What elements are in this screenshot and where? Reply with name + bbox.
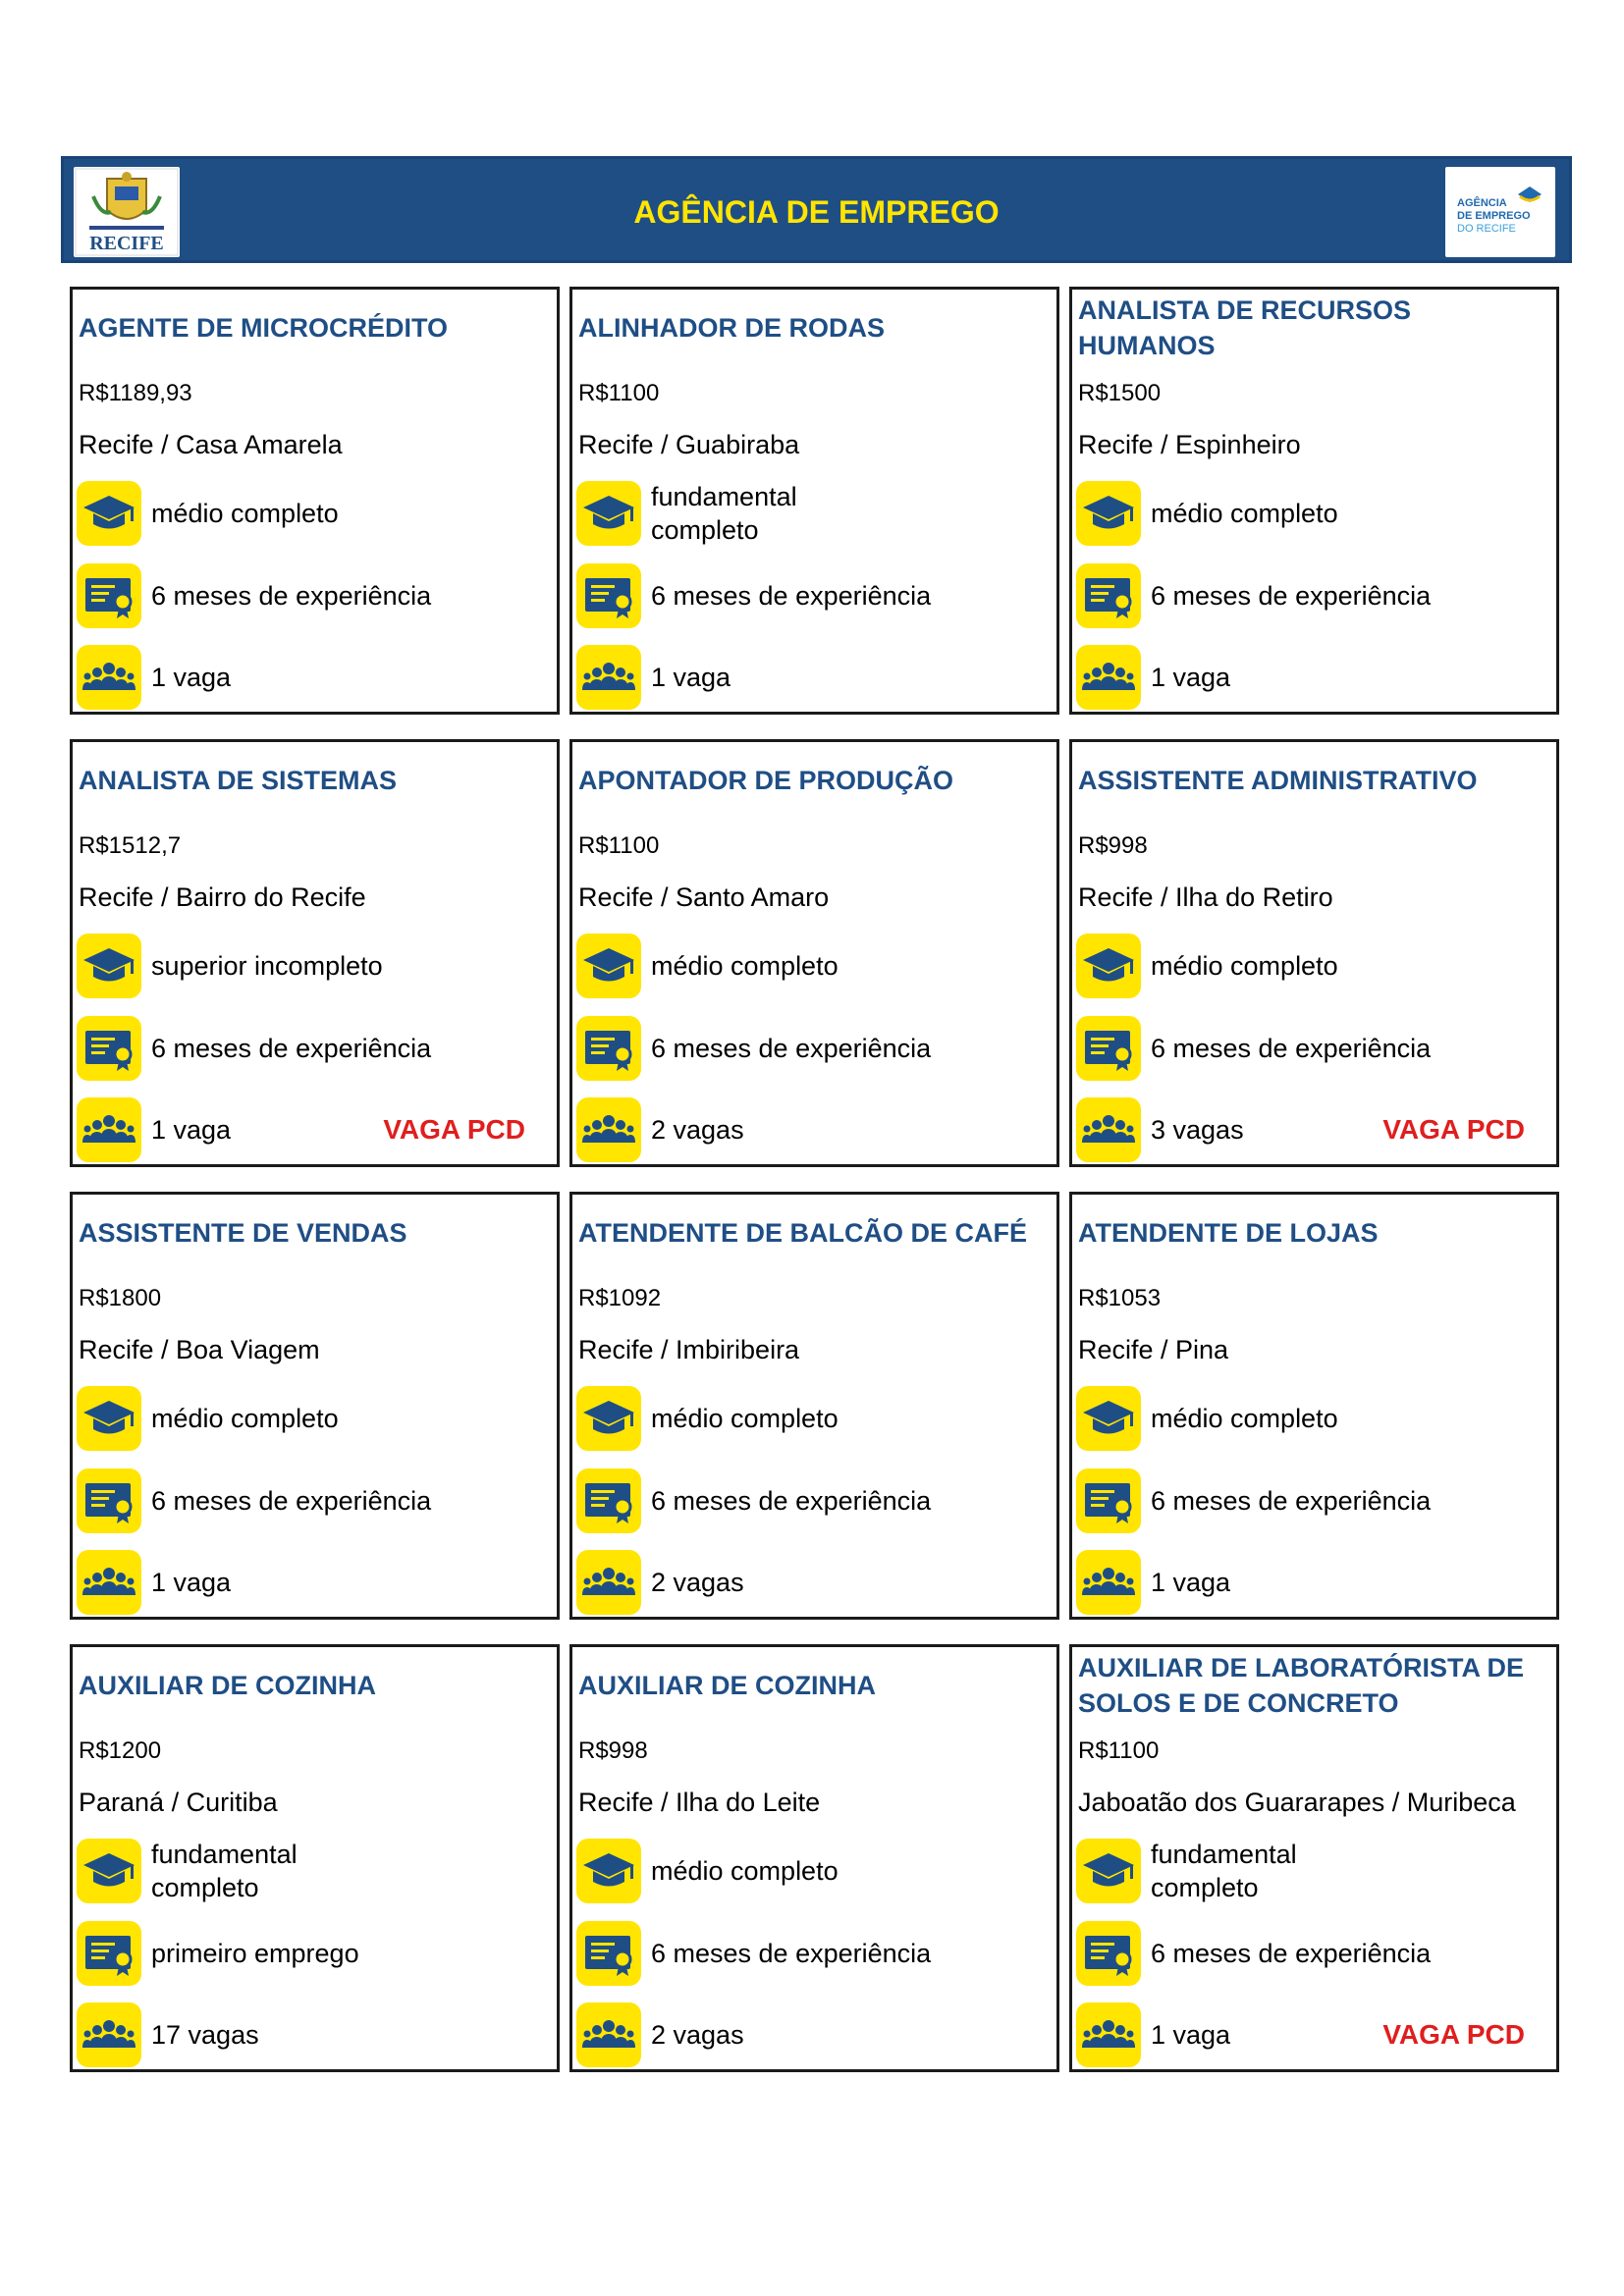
education-row [1076, 934, 1548, 998]
people-group-icon [576, 645, 641, 710]
job-location: Recife / Imbiribeira [578, 1335, 800, 1364]
certificate-icon [576, 563, 641, 628]
job-salary: R$998 [1078, 832, 1148, 859]
job-title: AUXILIAR DE COZINHA [79, 1671, 376, 1700]
job-salary: R$998 [578, 1737, 648, 1764]
education-text: médio completo [651, 951, 839, 981]
certificate-icon [1076, 563, 1141, 628]
education-text: médio completo [151, 1404, 339, 1433]
people-group-icon [1076, 2002, 1141, 2067]
graduation-cap-icon [1076, 481, 1141, 546]
certificate-icon [1076, 1921, 1141, 1986]
experience-text: 6 meses de experiência [151, 1034, 432, 1063]
certificate-icon [576, 1016, 641, 1081]
vacancies-row [1076, 2002, 1548, 2067]
experience-row [77, 1921, 549, 1986]
experience-text: primeiro emprego [151, 1939, 359, 1968]
education-row [1076, 481, 1548, 546]
job-salary: R$1100 [578, 832, 660, 859]
certificate-icon [77, 1468, 141, 1533]
graduation-cap-icon [77, 1386, 141, 1451]
people-group-icon [576, 2002, 641, 2067]
graduation-cap-icon [77, 934, 141, 998]
svg-text:DO RECIFE: DO RECIFE [1457, 223, 1516, 235]
education-row [1076, 1839, 1548, 1903]
svg-text:RECIFE: RECIFE [89, 233, 164, 254]
job-title: ATENDENTE DE BALCÃO DE CAFÉ [578, 1218, 1028, 1248]
job-location: Recife / Pina [1078, 1335, 1229, 1364]
education-text: superior incompleto [151, 951, 383, 981]
education-row [1076, 1386, 1548, 1451]
job-title: ALINHADOR DE RODAS [578, 313, 886, 343]
job-location: Recife / Bairro do Recife [79, 882, 366, 912]
pcd-badge: VAGA PCD [1382, 1114, 1525, 1145]
education-row [77, 481, 549, 546]
svg-text:DE EMPREGO: DE EMPREGO [1457, 210, 1531, 222]
experience-row [1076, 1921, 1548, 1986]
job-location: Recife / Ilha do Retiro [1078, 882, 1333, 912]
vacancies-row [1076, 645, 1548, 710]
vacancies-text: 2 vagas [651, 1568, 744, 1597]
graduation-cap-icon [576, 934, 641, 998]
education-row [576, 934, 1049, 998]
header-banner [61, 156, 1572, 263]
vacancies-row [576, 645, 1049, 710]
vacancies-row [576, 1550, 1049, 1615]
vacancies-row [576, 1097, 1049, 1162]
experience-row [576, 1016, 1049, 1081]
experience-row [77, 563, 549, 628]
job-card [1069, 739, 1559, 1167]
education-text: médio completo [1151, 1404, 1338, 1433]
experience-row [576, 563, 1049, 628]
certificate-icon [77, 1016, 141, 1081]
experience-text: 6 meses de experiência [651, 1034, 932, 1063]
experience-text: 6 meses de experiência [651, 581, 932, 611]
people-group-icon [576, 1550, 641, 1615]
vacancies-text: 1 vaga [151, 1115, 232, 1145]
experience-text: 6 meses de experiência [1151, 581, 1432, 611]
education-text: médio completo [151, 499, 339, 528]
vacancies-row [77, 1550, 549, 1615]
experience-row [1076, 1468, 1548, 1533]
graduation-cap-icon [576, 1839, 641, 1903]
job-location: Recife / Ilha do Leite [578, 1788, 821, 1817]
job-location: Paraná / Curitiba [79, 1788, 278, 1817]
job-location: Recife / Boa Viagem [79, 1335, 320, 1364]
job-card [70, 1192, 560, 1620]
job-card [70, 739, 560, 1167]
education-row [77, 934, 549, 998]
vacancies-text: 2 vagas [651, 1115, 744, 1145]
job-title: AGENTE DE MICROCRÉDITO [79, 313, 449, 343]
education-text: fundamental completo [1151, 1840, 1297, 1902]
job-card [569, 1192, 1059, 1620]
people-group-icon [1076, 1550, 1141, 1615]
people-group-icon [77, 2002, 141, 2067]
people-group-icon [77, 645, 141, 710]
vacancies-row [1076, 1097, 1548, 1162]
job-salary: R$1800 [79, 1285, 162, 1311]
experience-row [576, 1921, 1049, 1986]
job-title: ASSISTENTE DE VENDAS [79, 1218, 407, 1248]
education-row [576, 1839, 1049, 1903]
vacancies-text: 3 vagas [1151, 1115, 1244, 1145]
vacancies-row [576, 2002, 1049, 2067]
education-row [576, 1386, 1049, 1451]
job-salary: R$1200 [79, 1737, 162, 1764]
job-salary: R$1053 [1078, 1285, 1162, 1311]
education-text: médio completo [651, 1404, 839, 1433]
pcd-badge: VAGA PCD [1382, 2019, 1525, 2050]
vacancies-text: 1 vaga [1151, 2020, 1231, 2050]
job-title: APONTADOR DE PRODUÇÃO [578, 766, 954, 795]
graduation-cap-icon [77, 481, 141, 546]
graduation-cap-icon [576, 481, 641, 546]
experience-text: 6 meses de experiência [1151, 1939, 1432, 1968]
experience-text: 6 meses de experiência [651, 1939, 932, 1968]
education-row [77, 1839, 549, 1903]
pcd-badge: VAGA PCD [383, 1114, 525, 1145]
job-card [1069, 1644, 1559, 2072]
vacancies-text: 1 vaga [151, 1568, 232, 1597]
experience-row [77, 1468, 549, 1533]
graduation-cap-icon [1076, 934, 1141, 998]
experience-row [77, 1016, 549, 1081]
vacancies-text: 1 vaga [1151, 1568, 1231, 1597]
vacancies-text: 1 vaga [651, 663, 731, 692]
experience-text: 6 meses de experiência [1151, 1486, 1432, 1516]
job-salary: R$1500 [1078, 380, 1162, 406]
job-title: ATENDENTE DE LOJAS [1078, 1218, 1379, 1248]
job-salary: R$1512,7 [79, 832, 182, 859]
job-card [569, 287, 1059, 715]
job-location: Recife / Espinheiro [1078, 430, 1301, 459]
graduation-cap-icon [576, 1386, 641, 1451]
education-text: médio completo [1151, 499, 1338, 528]
job-card [569, 739, 1059, 1167]
job-title: ANALISTA DE RECURSOS HUMANOS [1078, 295, 1412, 360]
job-title: ASSISTENTE ADMINISTRATIVO [1078, 766, 1478, 795]
certificate-icon [576, 1921, 641, 1986]
experience-row [1076, 563, 1548, 628]
job-card [569, 1644, 1059, 2072]
page-title: AGÊNCIA DE EMPREGO [633, 194, 1000, 230]
certificate-icon [1076, 1468, 1141, 1533]
svg-text:AGÊNCIA: AGÊNCIA [1457, 197, 1507, 209]
vacancies-text: 17 vagas [151, 2020, 259, 2050]
people-group-icon [77, 1097, 141, 1162]
job-location: Recife / Santo Amaro [578, 882, 830, 912]
job-title: AUXILIAR DE COZINHA [578, 1671, 876, 1700]
job-location: Recife / Guabiraba [578, 430, 800, 459]
people-group-icon [1076, 645, 1141, 710]
experience-text: 6 meses de experiência [151, 581, 432, 611]
job-salary: R$1092 [578, 1285, 662, 1311]
education-text: médio completo [651, 1856, 839, 1886]
vacancies-text: 1 vaga [151, 663, 232, 692]
job-location: Jaboatão dos Guararapes / Muribeca [1078, 1788, 1516, 1817]
job-salary: R$1100 [1078, 1737, 1160, 1764]
graduation-cap-icon [77, 1839, 141, 1903]
job-salary: R$1189,93 [79, 380, 192, 406]
graduation-cap-icon [1076, 1839, 1141, 1903]
people-group-icon [77, 1550, 141, 1615]
experience-text: 6 meses de experiência [151, 1486, 432, 1516]
agencia-emprego-logo [1445, 167, 1555, 257]
certificate-icon [77, 1921, 141, 1986]
people-group-icon [1076, 1097, 1141, 1162]
certificate-icon [1076, 1016, 1141, 1081]
education-row [77, 1386, 549, 1451]
education-text: fundamental completo [151, 1840, 298, 1902]
experience-row [1076, 1016, 1548, 1081]
job-card [70, 287, 560, 715]
certificate-icon [77, 563, 141, 628]
education-row [576, 481, 1049, 546]
vacancies-row [77, 2002, 549, 2067]
job-title: ANALISTA DE SISTEMAS [79, 766, 398, 795]
people-group-icon [576, 1097, 641, 1162]
vacancies-row [77, 1097, 549, 1162]
education-text: fundamental completo [651, 482, 797, 545]
job-grid [70, 287, 1564, 2073]
education-text: médio completo [1151, 951, 1338, 981]
job-location: Recife / Casa Amarela [79, 430, 343, 459]
job-card [1069, 1192, 1559, 1620]
graduation-cap-icon [1076, 1386, 1141, 1451]
vacancies-row [1076, 1550, 1548, 1615]
vacancies-row [77, 645, 549, 710]
job-title: AUXILIAR DE LABORATÓRISTA DE SOLOS E DE CONCRETO [1078, 1653, 1524, 1718]
experience-row [576, 1468, 1049, 1533]
job-card [70, 1644, 560, 2072]
vacancies-text: 2 vagas [651, 2020, 744, 2050]
certificate-icon [576, 1468, 641, 1533]
job-salary: R$1100 [578, 380, 660, 406]
experience-text: 6 meses de experiência [651, 1486, 932, 1516]
experience-text: 6 meses de experiência [1151, 1034, 1432, 1063]
job-card [1069, 287, 1559, 715]
vacancies-text: 1 vaga [1151, 663, 1231, 692]
